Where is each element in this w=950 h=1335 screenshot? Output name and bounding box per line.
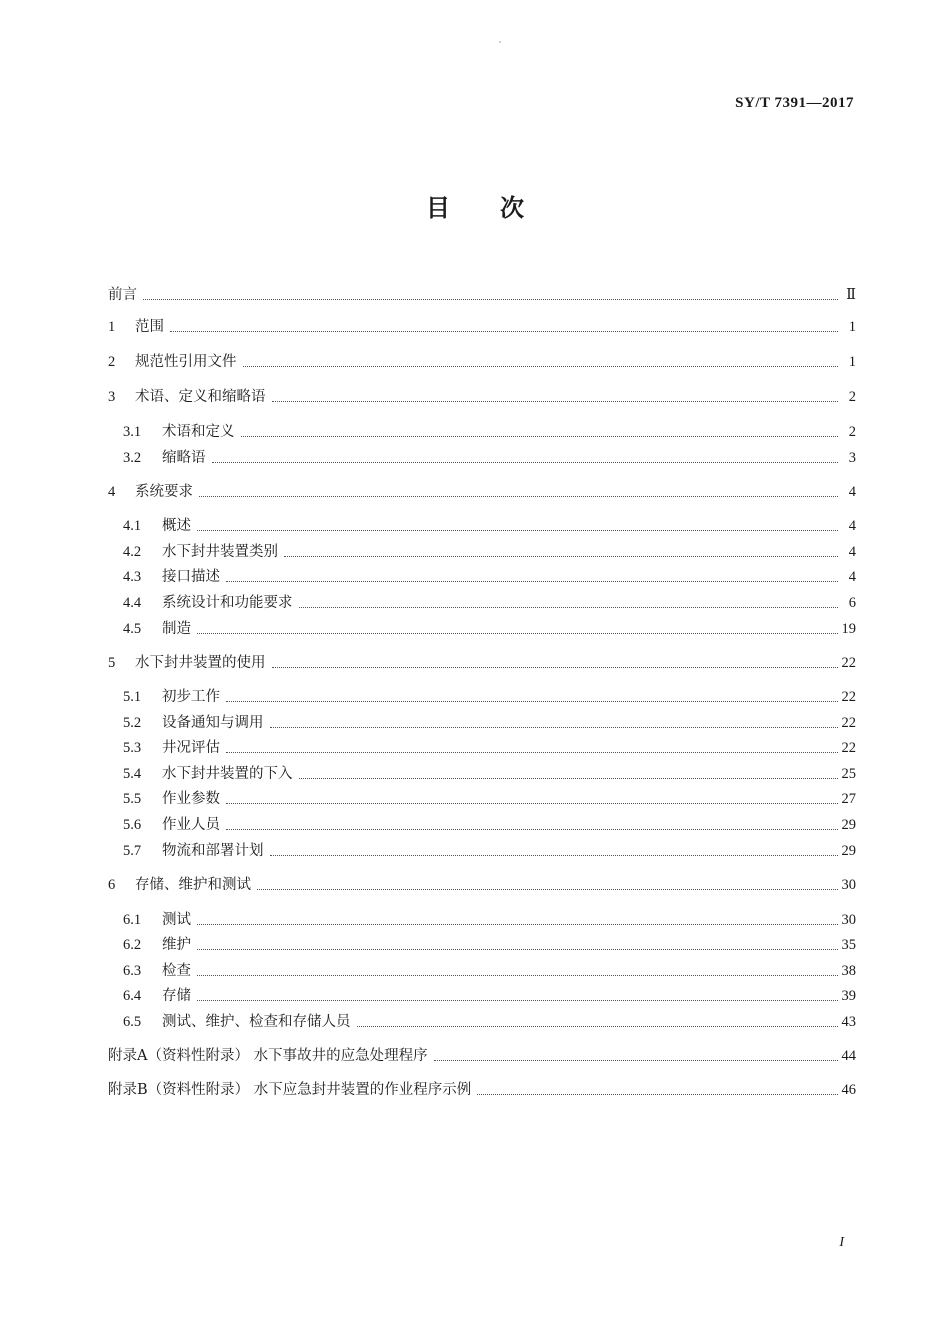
toc-leader-dots (143, 298, 838, 300)
standard-code: SY/T 7391—2017 (735, 95, 854, 111)
toc-entry-number: 5.4 (123, 766, 142, 782)
toc-entry-number: 4.3 (123, 569, 142, 585)
toc-entry-4-1[interactable] (123, 514, 856, 538)
toc-leader-dots (299, 606, 839, 608)
toc-entry-page: 1 (848, 354, 856, 370)
toc-entry-page: 4 (848, 544, 856, 560)
toc-leader-dots (284, 555, 838, 557)
toc-entry-text: 前言 (108, 287, 137, 303)
toc-entry-number: 5.5 (123, 791, 142, 807)
toc-entry-text: 作业参数 (162, 791, 220, 807)
toc-entry-5-4[interactable] (123, 762, 856, 786)
toc-entry-text: 水下封井装置的下入 (162, 766, 293, 782)
toc-leader-dots (243, 365, 839, 367)
toc-entry-number: 4 (108, 484, 116, 500)
toc-leader-dots (241, 435, 839, 437)
toc-entry-number: 1 (108, 319, 116, 335)
toc-entry-page: 27 (841, 791, 856, 807)
toc-entry-page: 35 (841, 937, 856, 953)
toc-entry-number: 5.2 (123, 715, 142, 731)
toc-leader-dots (197, 999, 838, 1001)
toc-entry-number: 5.6 (123, 817, 142, 833)
toc-entry-3[interactable] (108, 385, 856, 409)
toc-entry-number: 6.5 (123, 1014, 142, 1030)
toc-entry-text: 作业人员 (162, 817, 220, 833)
toc-leader-dots (272, 666, 838, 668)
toc-entry-6[interactable] (108, 873, 856, 897)
toc-entry-text: 井况评估 (162, 740, 220, 756)
toc-entry-page: 30 (841, 912, 856, 928)
toc-entry-number: 5.7 (123, 843, 142, 859)
toc-entry-text: 附录A（资料性附录） 水下事故井的应急处理程序 (108, 1048, 428, 1064)
toc-leader-dots (434, 1059, 838, 1061)
toc-leader-dots (270, 854, 838, 856)
toc-leader-dots (477, 1093, 837, 1095)
toc-entry-page: 29 (841, 817, 856, 833)
toc-entry-text: 制造 (162, 621, 191, 637)
toc-entry-3-2[interactable] (123, 446, 856, 470)
toc-leader-dots (197, 923, 838, 925)
toc-entry-6-4[interactable] (123, 984, 856, 1008)
toc-entry-number: 6.2 (123, 937, 142, 953)
toc-entry-number: 6.4 (123, 988, 142, 1004)
toc-entry-text: 接口描述 (162, 569, 220, 585)
toc-entry-page: 44 (841, 1048, 856, 1064)
toc-entry-number: 6.1 (123, 912, 142, 928)
toc-entry-page: 1 (848, 319, 856, 335)
toc-entry-text: 概述 (162, 518, 191, 534)
toc-entry-5-3[interactable] (123, 736, 856, 760)
toc-leader-dots (197, 529, 838, 531)
toc-entry-page: 4 (848, 569, 856, 585)
toc-entry-1[interactable] (108, 315, 856, 339)
toc-entry-text: 存储 (162, 988, 191, 1004)
toc-entry-5[interactable] (108, 651, 856, 675)
toc-leader-dots (197, 632, 838, 634)
toc-leader-dots (170, 330, 838, 332)
toc-entry-appendix-b[interactable] (108, 1078, 856, 1102)
toc-leader-dots (199, 495, 838, 497)
toc-entry-text: 系统要求 (135, 484, 193, 500)
toc-entry-page: 43 (841, 1014, 856, 1030)
toc-entry-foreword[interactable] (108, 283, 856, 307)
toc-entry-page: 19 (841, 621, 856, 637)
toc-entry-page: 6 (848, 595, 856, 611)
toc-entry-number: 3.1 (123, 424, 142, 440)
toc-leader-dots (299, 777, 838, 779)
toc-entry-text: 测试 (162, 912, 191, 928)
toc-entry-number: 2 (108, 354, 116, 370)
toc-leader-dots (357, 1025, 838, 1027)
toc-entry-5-5[interactable] (123, 787, 856, 811)
toc-entry-text: 维护 (162, 937, 191, 953)
toc-entry-text: 物流和部署计划 (162, 843, 264, 859)
toc-entry-5-7[interactable] (123, 839, 856, 863)
toc-entry-5-6[interactable] (123, 813, 856, 837)
toc-entry-text: 检查 (162, 963, 191, 979)
toc-leader-dots (226, 828, 838, 830)
toc-entry-number: 5.1 (123, 689, 142, 705)
toc-entry-page: 39 (841, 988, 856, 1004)
toc-entry-page: 22 (841, 655, 856, 671)
toc-entry-page: 4 (848, 484, 856, 500)
toc-entry-text: 水下封井装置的使用 (135, 655, 266, 671)
toc-entry-page: 30 (841, 877, 856, 893)
toc-entry-page: 29 (841, 843, 856, 859)
toc-entry-page: 46 (841, 1082, 856, 1098)
toc-entry-page: 22 (841, 740, 856, 756)
toc-leader-dots (226, 700, 838, 702)
toc-entry-5-2[interactable] (123, 711, 856, 735)
toc-entry-3-1[interactable] (123, 420, 856, 444)
toc-entry-text: 附录B（资料性附录） 水下应急封井装置的作业程序示例 (108, 1082, 472, 1098)
toc-entry-4-5[interactable] (123, 617, 856, 641)
toc-entry-4-2[interactable] (123, 540, 856, 564)
toc-entry-page: 2 (848, 424, 856, 440)
toc-entry-text: 规范性引用文件 (135, 354, 237, 370)
toc-entry-6-5[interactable] (123, 1010, 856, 1034)
page-title: 目次 (426, 194, 574, 222)
toc-leader-dots (272, 400, 839, 402)
toc-entry-number: 3 (108, 389, 116, 405)
toc-entry-text: 术语和定义 (162, 424, 235, 440)
toc-leader-dots (212, 461, 839, 463)
toc-leader-dots (226, 802, 838, 804)
toc-entry-text: 术语、定义和缩略语 (135, 389, 266, 405)
toc-entry-6-2[interactable] (123, 933, 856, 957)
toc-entry-text: 缩略语 (162, 450, 206, 466)
toc-entry-number: 5 (108, 655, 116, 671)
toc-entry-2[interactable] (108, 350, 856, 374)
toc-entry-page: 2 (848, 389, 856, 405)
toc-leader-dots (226, 580, 838, 582)
toc-entry-page: 22 (841, 689, 856, 705)
toc-entry-text: 水下封井装置类别 (162, 544, 278, 560)
toc-entry-number: 3.2 (123, 450, 142, 466)
toc-entry-appendix-a[interactable] (108, 1044, 856, 1068)
toc-leader-dots (257, 888, 838, 890)
toc-entry-5-1[interactable] (123, 685, 856, 709)
toc-entry-6-1[interactable] (123, 908, 856, 932)
toc-entry-page: 38 (841, 963, 856, 979)
toc-entry-text: 系统设计和功能要求 (162, 595, 293, 611)
toc-entry-page: Ⅱ (846, 287, 856, 303)
toc-entry-page: 22 (841, 715, 856, 731)
toc-entry-page: 25 (841, 766, 856, 782)
toc-entry-number: 6.3 (123, 963, 142, 979)
toc-entry-6-3[interactable] (123, 959, 856, 983)
scan-speck (499, 41, 501, 43)
toc-entry-4-4[interactable] (123, 591, 856, 615)
toc-entry-number: 4.5 (123, 621, 142, 637)
toc-leader-dots (197, 974, 838, 976)
toc-leader-dots (270, 726, 838, 728)
page-number: I (839, 1235, 844, 1250)
toc-entry-number: 4.4 (123, 595, 142, 611)
toc-entry-page: 4 (848, 518, 856, 534)
toc-entry-text: 测试、维护、检查和存储人员 (162, 1014, 351, 1030)
toc-entry-4[interactable] (108, 480, 856, 504)
toc-entry-4-3[interactable] (123, 565, 856, 589)
toc-entry-text: 范围 (135, 319, 164, 335)
toc-entry-text: 初步工作 (162, 689, 220, 705)
toc-leader-dots (197, 948, 838, 950)
toc-entry-number: 6 (108, 877, 116, 893)
toc-entry-number: 4.1 (123, 518, 142, 534)
toc-entry-number: 5.3 (123, 740, 142, 756)
toc-entry-page: 3 (848, 450, 856, 466)
toc-entry-text: 设备通知与调用 (162, 715, 264, 731)
toc-leader-dots (226, 751, 838, 753)
toc-entry-text: 存储、维护和测试 (135, 877, 251, 893)
toc-entry-number: 4.2 (123, 544, 142, 560)
